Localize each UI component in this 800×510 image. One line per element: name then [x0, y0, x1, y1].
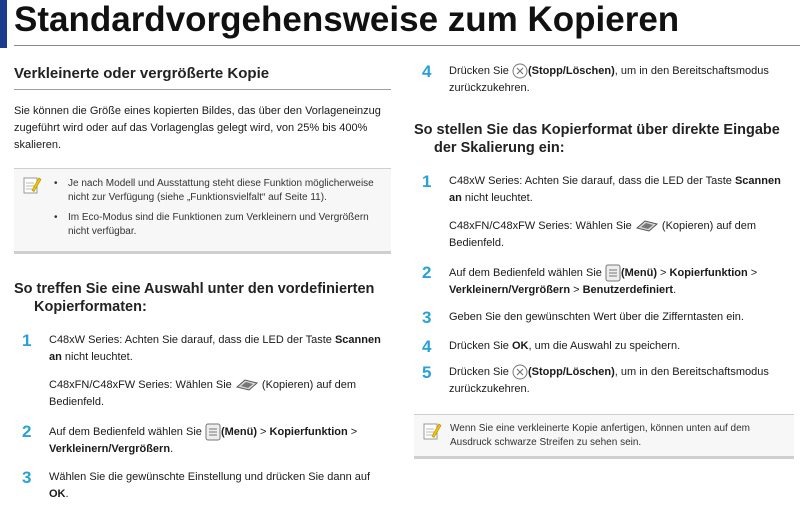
- predefined-heading-line1: So treffen Sie eine Auswahl unter den vordefinierten: [14, 281, 375, 297]
- note-pencil-icon: [422, 421, 442, 441]
- step-item: [414, 264, 794, 299]
- left-column: [14, 58, 391, 503]
- step-number: 1: [422, 172, 432, 191]
- copy-icon: [235, 377, 259, 393]
- step-number: 3: [422, 308, 432, 327]
- page-title: Standardvorgehensweise zum Kopieren: [14, 0, 680, 39]
- note-box: [414, 414, 794, 459]
- note-list: [14, 177, 385, 239]
- note-box: [14, 168, 391, 254]
- step-item: [414, 364, 794, 398]
- step-number: 4: [422, 337, 432, 356]
- step-text: C48xW Series: Achten Sie darauf, dass die LED der Taste Scannen an nicht leuchtet.: [49, 334, 381, 363]
- note-item: • Je nach Modell und Ausstattung steht diese Funktion möglicherweise nicht zur Verfügung (siehe „Funktionsvielfalt“ auf Seite 11).: [54, 177, 385, 205]
- note-pencil-icon: [22, 175, 42, 195]
- direct-heading: [414, 121, 794, 157]
- note-item: • Im Eco-Modus sind die Funktionen zum Verkleinern und Vergrößern nicht verfügbar.: [54, 211, 385, 239]
- step-text: Wählen Sie die gewünschte Einstellung und drücken Sie dann auf OK.: [49, 471, 371, 500]
- step-number: 3: [22, 468, 32, 487]
- direct-heading-line2: der Skalierung ein:: [434, 140, 565, 156]
- direct-heading-line1: So stellen Sie das Kopierformat über direkte Eingabe: [414, 122, 780, 138]
- step-text: Auf dem Bedienfeld wählen Sie (Menü) > Kopierfunktion > Verkleinern/Vergrößern > Benutzerdefiniert.: [449, 264, 794, 299]
- step-text: Geben Sie den gewünschten Wert über die Zifferntasten ein.: [449, 311, 744, 323]
- step-text: C48xFN/C48xFW Series: Wählen Sie (Kopieren) auf dem Bedienfeld.: [49, 379, 357, 408]
- step-number: 4: [422, 62, 432, 81]
- intro-paragraph: Sie können die Größe eines kopierten Bildes, das über den Vorlageneinzug zugeführt wird oder auf das Vorlagenglas gelegt wird, von 25% bis 400% skalieren.: [14, 105, 381, 151]
- step-item: [14, 469, 391, 503]
- copy-icon: [635, 218, 659, 234]
- menu-icon: [205, 423, 221, 441]
- step-item: [414, 338, 794, 355]
- step-number: 2: [22, 422, 32, 441]
- stop-clear-icon: [512, 364, 528, 380]
- step-text: Drücken Sie (Stopp/Löschen), um in den Bereitschaftsmodus zurückzukehren.: [449, 65, 769, 94]
- right-column: [414, 58, 794, 459]
- step-text: C48xFN/C48xFW Series: Wählen Sie (Kopieren) auf dem Bedienfeld.: [449, 220, 757, 249]
- predefined-heading-line2: Kopierformaten:: [34, 299, 147, 315]
- step-item: [414, 63, 794, 97]
- stop-clear-icon: [512, 63, 528, 79]
- section-title: Verkleinerte oder vergrößerte Kopie: [14, 65, 270, 82]
- title-accent-bar: [0, 0, 7, 48]
- step-item: [414, 309, 794, 326]
- step-item: [14, 423, 391, 458]
- menu-icon: [605, 264, 621, 282]
- step-item: [414, 173, 794, 252]
- step-text: Drücken Sie OK, um die Auswahl zu speichern.: [449, 340, 681, 352]
- step-number: 1: [22, 331, 32, 350]
- step-number: 5: [422, 363, 432, 382]
- note-text: Wenn Sie eine verkleinerte Kopie anfertigen, können unten auf dem Ausdruck schwarze Streifen zu sehen sein.: [450, 423, 751, 448]
- step-text: Drücken Sie (Stopp/Löschen), um in den Bereitschaftsmodus zurückzukehren.: [449, 366, 769, 395]
- step-text: Auf dem Bedienfeld wählen Sie (Menü) > Kopierfunktion > Verkleinern/Vergrößern.: [49, 423, 391, 458]
- step-item: [14, 332, 391, 411]
- section-divider: [14, 89, 391, 90]
- step-number: 2: [422, 263, 432, 282]
- step-text: C48xW Series: Achten Sie darauf, dass die LED der Taste Scannen an nicht leuchtet.: [449, 175, 781, 204]
- predefined-heading: [14, 280, 391, 316]
- title-divider: [14, 45, 800, 46]
